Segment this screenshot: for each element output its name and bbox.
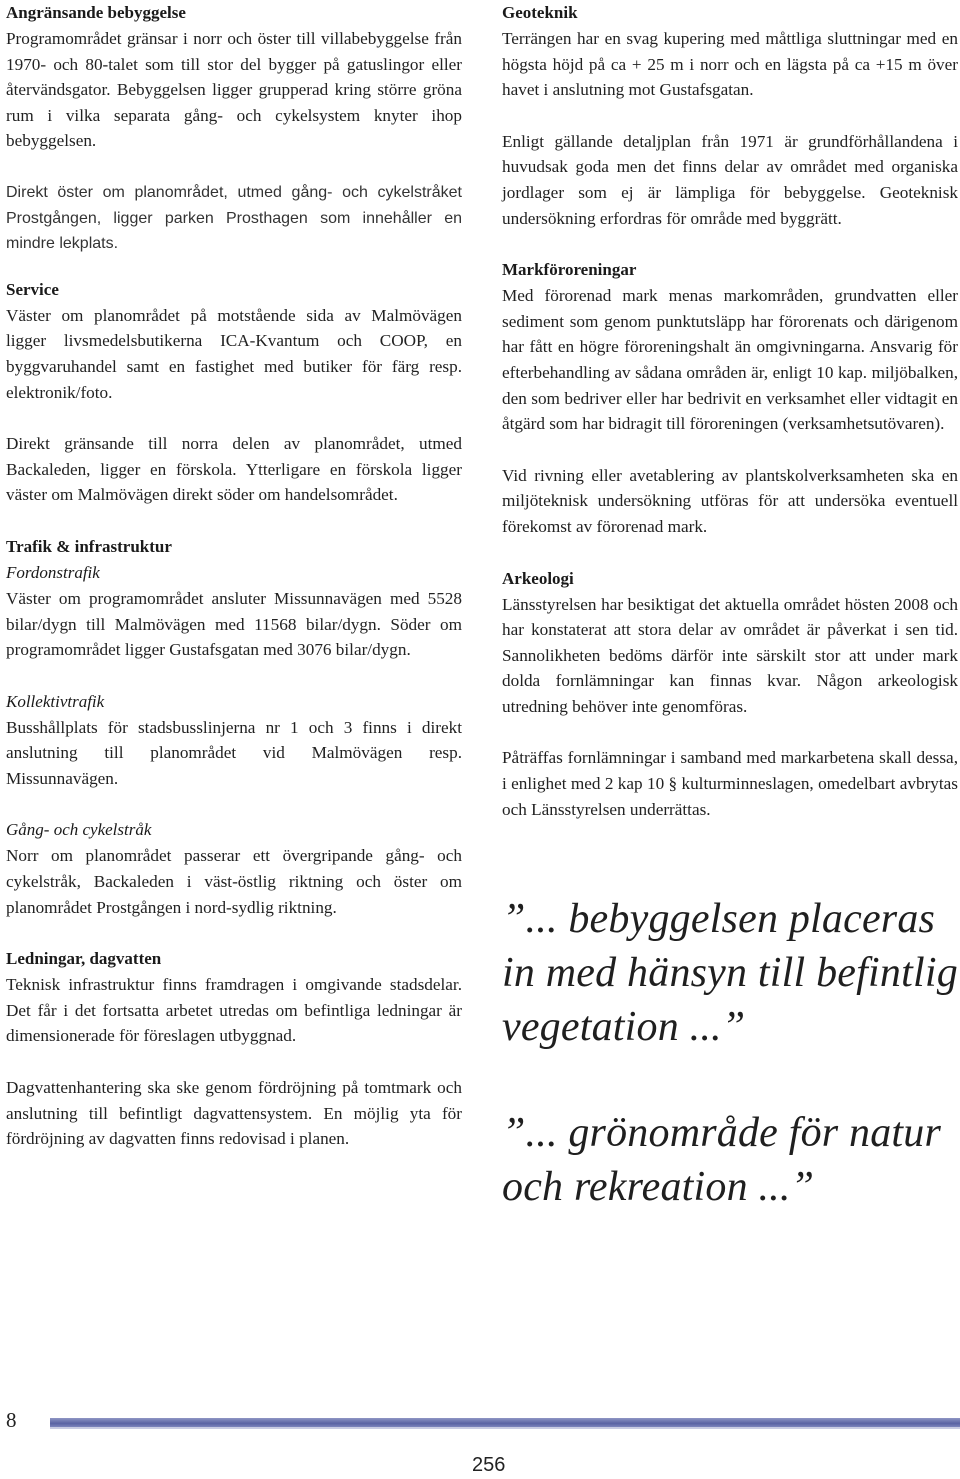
footer-rule-shadow	[50, 1427, 960, 1429]
pull-quote: ”... grönområde för natur och rekreation ...”	[502, 1110, 942, 1211]
paragraph: Norr om planområdet passerar ett övergripande gång- och cykelstråk, Backaleden i väst-östlig riktning och öster om planområdet Prostgången i nord-sydlig riktning.	[6, 846, 462, 917]
paragraph: Vid rivning eller avetablering av plantskolverksamheten ska en miljöteknisk undersökning utföras för att undersöka eventuell förekomst av förorenad mark.	[502, 465, 958, 536]
paragraph: Dagvattenhantering ska ske genom fördröjning på tomtmark och anslutning till befintligt dagvattensystem. En möjlig yta för fördröjning av dagvatten finns redovisad i planen.	[6, 1078, 462, 1149]
paragraph: Terrängen har en svag kupering med måttliga sluttningar med en högsta höjd på ca + 25 m i norr och en lägsta på ca +15 m över havet i anslutning mot Gustafsgatan.	[502, 29, 958, 100]
heading-angransande-bebyggelse: Angränsande bebyggelse	[6, 3, 186, 22]
paragraph: Med förorenad mark menas markområden, grundvatten eller sediment som genom punktutsläpp har förorenats och därigenom har fått en högre föroreningshalt än omgivningarna. Ansvarig för efterbehandling av sådana områden är, enligt 10 kap. miljöbalken, den som bedriver eller har bedrivit en verksamhet eller vidtagit en åtgärd som har bidragit till föroreningen (verksamhetsutövaren).	[502, 286, 958, 434]
pull-quote: ”... bebyggelsen placeras in med hänsyn till befintlig vegetation ...”	[502, 896, 958, 1051]
subheading-gang-cykelstrak: Gång- och cykelstråk	[6, 820, 152, 840]
paragraph: Teknisk infrastruktur finns framdragen i omgivande stadsdelar. Det får i det fortsatta arbetet utredas om befintliga ledningar är dimensionerade för föreslagen utbyggnad.	[6, 975, 462, 1046]
subheading-fordonstrafik: Fordonstrafik	[6, 562, 100, 582]
paragraph: Länsstyrelsen har besiktigat det aktuella området hösten 2008 och har konstaterat att stora delar av området är påverkat i sen tid. Sannolikheten bedöms därför inte särskilt stor att under mark dolda fornlämningar kan finnas kvar. Någon arkeologisk utredning behöver inte genomföras.	[502, 594, 958, 716]
right-column	[502, 0, 958, 1214]
left-column	[6, 0, 462, 1152]
paragraph: Väster om programområdet ansluter Missunnavägen med 5528 bilar/dygn till Malmövägen med 11568 bilar/dygn. Söder om programområdet ligger Gustafsgatan med 3076 bilar/dygn.	[6, 588, 462, 660]
subheading-kollektivtrafik: Kollektivtrafik	[6, 691, 105, 711]
chapter-page-number: 8	[6, 1408, 17, 1432]
heading-geoteknik: Geoteknik	[502, 3, 578, 22]
paragraph: Enligt gällande detaljplan från 1971 är grundförhållandena i huvudsak goda men det finns delar av området med organiska jordlager som ej är lämpliga för bebyggelse. Geoteknisk undersökning erfordras för område med byggrätt.	[502, 131, 958, 228]
heading-trafik-infrastruktur: Trafik & infrastruktur	[6, 536, 172, 556]
heading-markfororeningar: Markföroreningar	[502, 260, 637, 280]
heading-arkeologi: Arkeologi	[502, 568, 574, 588]
heading-ledningar-dagvatten: Ledningar, dagvatten	[6, 949, 162, 969]
paragraph: Väster om planområdet på motstående sida av Malmövägen ligger livsmedelsbutikerna ICA-Kvantum och COOP, en byggvaruhandel samt en fastighet med butiker för färg resp. elektronik/foto.	[6, 305, 462, 402]
paragraph: Direkt gränsande till norra delen av planområdet, utmed Backaleden, ligger en förskola. Ytterligare en förskola ligger väster om Malmövägen direkt söder om handelsområdet.	[6, 434, 462, 505]
page-number: 256	[472, 1454, 506, 1476]
paragraph: Programområdet gränsar i norr och öster till villabebyggelse från 1970- och 80-talet som till stor del bygger på gatuslingor eller återvändsgator. Bebyggelsen ligger grupperad kring större gröna rum i vilka separata gång- och cykelsystem knyter ihop bebyggelsen.	[6, 29, 462, 151]
paragraph: Busshållplats för stadsbusslinjerna nr 1 och 3 finns i direkt anslutning till planområdet vid Malmövägen resp. Missunnavägen.	[6, 717, 462, 788]
paragraph: Påträffas fornlämningar i samband med markarbetena skall dessa, i enlighet med 2 kap 10 § kulturminneslagen, omedelbart avbrytas och Länsstyrelsen underrättas.	[502, 748, 958, 819]
paragraph: Direkt öster om planområdet, utmed gång- och cykelstråket Prostgången, ligger parken Prosthagen som innehåller en mindre lekplats.	[6, 183, 462, 253]
heading-service: Service	[6, 279, 59, 299]
footer-rule	[50, 1418, 960, 1427]
